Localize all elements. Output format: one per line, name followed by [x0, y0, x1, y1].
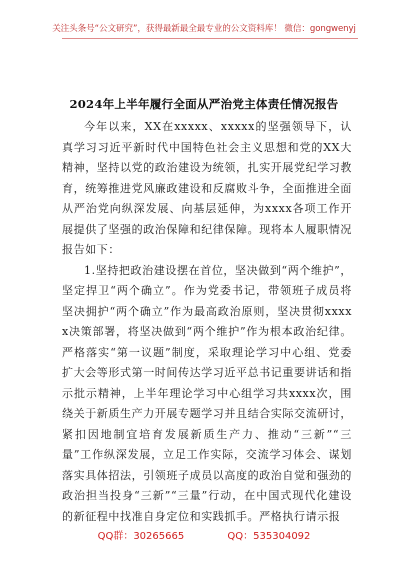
document-body: [62, 117, 352, 527]
footer-contact: [0, 527, 408, 542]
header-banner: 关注头条号“公文研究”，获得最新最全最专业的公文资料库！ 微信：gongwenyj: [52, 24, 356, 34]
body-paragraph: 今年以来，XX在xxxxx、xxxxx的坚强领导下，认真学习习近平新时代中国特色社会主义思想和党的XX大精神，坚持以党的政治建设为统领，扎实开展党纪学习教育，统筹推进党风廉政建设和反腐败斗争，全面推进全面从严治党向纵深发展、向基层延伸，为xxxx各项工作开展提供了坚强的政治保障和纪律保障。现将本人履职情况报告如下：: [62, 120, 352, 256]
footer-qq-group: QQ群：30265665: [97, 531, 185, 542]
footer-qq-number: QQ：535304092: [227, 531, 311, 542]
header-divider: [62, 38, 358, 39]
body-paragraph: 1.坚持把政治建设摆在首位，坚决做到“两个维护”，坚定捍卫“两个确立”。作为党委书记，带领班子成员将坚决拥护“两个确立”作为最高政治原则，坚决贯彻xxxxx决策部署，将坚决做到“两个维护”作为根本政治纪律。严格落实“第一议题”制度，采取理论学习中心组、党委扩大会等形式第一时间传达学习近平总书记重要讲话和指示批示精神，上半年理论学习中心组学习共xxxx次，围绕关于新质生产力开展专题学习并且结合实际交流研讨，紧扣因地制宜培育发展新质生产力、推动“三新”“三量”工作纵深发展，立足工作实际，交流学习体会、谋划落实具体招法，引领班子成员以高度的政治自觉和强劲的政治担当投身“三新”“三量”行动，在中国式现代化建设的新征程中找准自身定位和实践抓手。严格执行请示报: [62, 263, 352, 523]
document-title: 2024年上半年履行全面从严治党主体责任情况报告: [69, 97, 339, 111]
